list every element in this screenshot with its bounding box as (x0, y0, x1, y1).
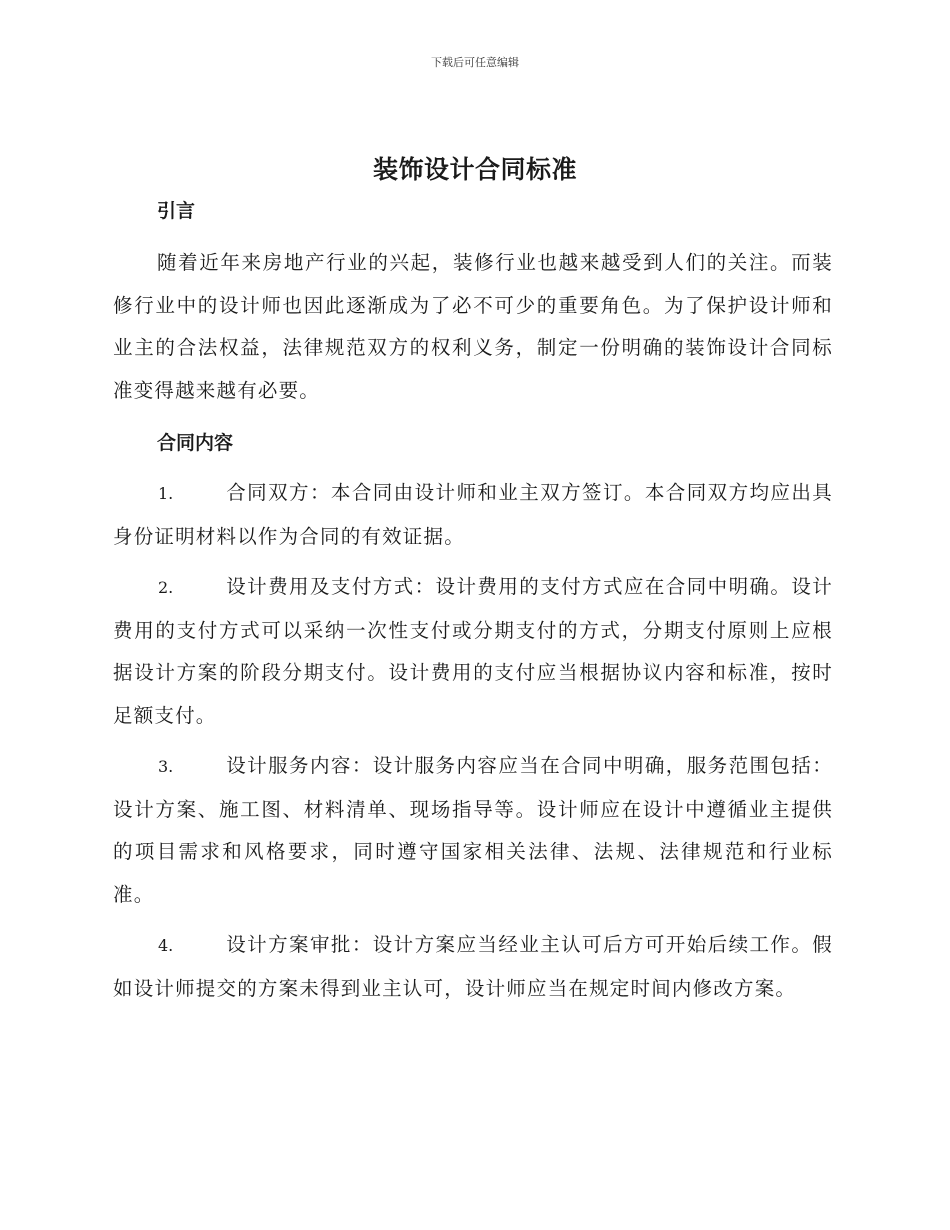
contract-content-heading: 合同内容 (157, 432, 234, 454)
page-header: 下载后可任意编辑 (431, 56, 519, 69)
contract-item-3 (113, 745, 833, 916)
item-number: 3. (158, 757, 174, 776)
item-number: 4. (158, 936, 174, 955)
item-text: 合同双方：本合同由设计师和业主双方签订。本合同双方均应出具身份证明材料以作为合同的有效证据。 (113, 481, 833, 548)
item-number: 2. (158, 578, 174, 597)
item-text: 设计服务内容：设计服务内容应当在合同中明确，服务范围包括：设计方案、施工图、材料清单、现场指导等。设计师应在设计中遵循业主提供的项目需求和风格要求，同时遵守国家相关法律、法规、法律规范和行业标准。 (113, 754, 833, 906)
item-text: 设计费用及支付方式：设计费用的支付方式应在合同中明确。设计费用的支付方式可以采纳一次性支付或分期支付的方式，分期支付原则上应根据设计方案的阶段分期支付。设计费用的支付应当根据协议内容和标准，按时足额支付。 (113, 575, 833, 727)
contract-item-1 (113, 472, 833, 558)
contract-item-4 (113, 924, 833, 1010)
intro-paragraph: 随着近年来房地产行业的兴起，装修行业也越来越受到人们的关注。而装修行业中的设计师也因此逐渐成为了必不可少的重要角色。为了保护设计师和业主的合法权益，法律规范双方的权利义务，制定一份明确的装饰设计合同标准变得越来越有必要。 (113, 251, 833, 402)
item-text: 设计方案审批：设计方案应当经业主认可后方可开始后续工作。假如设计师提交的方案未得到业主认可，设计师应当在规定时间内修改方案。 (113, 933, 833, 1000)
document-title: 装饰设计合同标准 (372, 155, 577, 184)
item-number: 1. (158, 484, 174, 503)
contract-item-2 (113, 566, 833, 737)
intro-heading: 引言 (157, 200, 196, 222)
